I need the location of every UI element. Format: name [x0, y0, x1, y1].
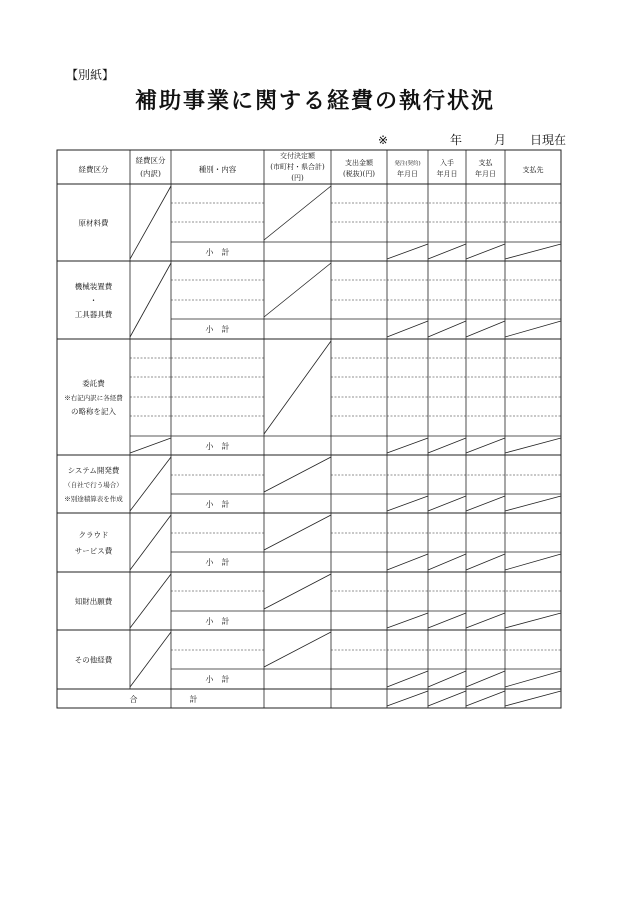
- subtotal-label: 小 計: [205, 248, 230, 257]
- header-receive: 入手: [440, 159, 454, 167]
- subtotal-slash: [387, 671, 428, 687]
- attachment-label: 【別紙】: [66, 68, 115, 82]
- subtotal-slash: [428, 244, 466, 259]
- subtotal-slash: [505, 496, 561, 511]
- subtotal-slash: [505, 554, 561, 570]
- as-of-month: 月: [493, 133, 506, 147]
- category-label: の略称を記入: [71, 407, 116, 416]
- category-label: ※右記内訳に各経費: [64, 394, 123, 402]
- header-order: 発注(契約): [394, 161, 421, 167]
- category-label: クラウド: [78, 530, 109, 540]
- subtotal-label: 小 計: [205, 325, 230, 334]
- header-category: 経費区分: [78, 165, 109, 174]
- subtotal-slash: [387, 496, 428, 511]
- grant-slash: [264, 457, 331, 492]
- category-label: 原材料費: [78, 218, 109, 228]
- breakdown-slash: [130, 263, 171, 337]
- header-breakdown-sub: (内訳): [140, 169, 161, 178]
- grant-slash: [264, 263, 331, 317]
- breakdown-slash: [130, 457, 171, 511]
- category-label: 知財出願費: [74, 597, 113, 606]
- category-label: サービス費: [74, 546, 113, 556]
- header-payee: 支払先: [522, 166, 544, 174]
- category-label: 工具器具費: [74, 310, 113, 319]
- header-expense-sub: (税抜)(円): [343, 170, 375, 178]
- subtotal-label: 小 計: [205, 442, 230, 451]
- subtotal-slash: [466, 321, 505, 337]
- header-expense: 支出金額: [345, 159, 373, 167]
- subtotal-slash: [466, 671, 505, 687]
- subtotal-slash: [505, 244, 561, 259]
- subtotal-slash: [428, 438, 466, 453]
- subtotal-slash: [428, 671, 466, 687]
- category-label: 委託費: [82, 379, 105, 388]
- subtotal-slash: [466, 438, 505, 453]
- subtotal-slash: [466, 613, 505, 628]
- category-label: ※別途積算表を作成: [64, 495, 123, 503]
- page-title: 補助事業に関する経費の執行状況: [134, 89, 495, 114]
- subtotal-slash: [387, 554, 428, 570]
- header-order-sub: 年月日: [397, 170, 418, 178]
- subtotal-slash: [505, 321, 561, 337]
- category-label: 機械装置費: [74, 282, 113, 291]
- category-label: （自社で行う場合）: [64, 481, 123, 489]
- as-of-mark: ※: [378, 133, 389, 147]
- subtotal-label: 小 計: [205, 617, 230, 626]
- subtotal-slash: [387, 438, 428, 453]
- grant-slash: [264, 632, 331, 667]
- header-breakdown: 経費区分: [135, 156, 166, 165]
- subtotal-label: 小 計: [205, 675, 230, 684]
- subtotal-slash: [428, 321, 466, 337]
- category-label: その他経費: [74, 655, 113, 665]
- subtotal-slash: [466, 554, 505, 570]
- category-label: システム開発費: [67, 466, 120, 475]
- as-of-year: 年: [449, 133, 462, 147]
- subtotal-slash: [387, 321, 428, 337]
- total-slash: [466, 691, 505, 706]
- category-label: ・: [89, 296, 98, 305]
- header-item: 種別・内容: [198, 165, 237, 174]
- subtotal-slash: [428, 554, 466, 570]
- total-slash: [387, 691, 428, 706]
- subtotal-slash: [505, 613, 561, 628]
- breakdown-slash: [130, 632, 171, 687]
- breakdown-slash: [130, 574, 171, 628]
- total-label: 合: [129, 695, 138, 704]
- grant-slash: [264, 186, 331, 240]
- subtotal-slash: [505, 671, 561, 687]
- header-grant-unit: (円): [291, 174, 304, 182]
- grant-slash: [264, 341, 331, 434]
- subtotal-slash: [428, 496, 466, 511]
- grant-slash: [264, 574, 331, 609]
- as-of-day: 日現在: [529, 133, 566, 147]
- subtotal-slash: [387, 244, 428, 259]
- subtotal-slash: [505, 438, 561, 453]
- total-slash: [505, 691, 561, 706]
- header-payment: 支払: [478, 159, 493, 167]
- subtotal-slash: [428, 613, 466, 628]
- breakdown-subtotal-slash: [130, 438, 171, 453]
- subtotal-slash: [466, 244, 505, 259]
- breakdown-slash: [130, 186, 171, 259]
- subtotal-slash: [387, 613, 428, 628]
- subtotal-label: 小 計: [205, 500, 230, 509]
- subtotal-slash: [466, 496, 505, 511]
- header-payment-sub: 年月日: [475, 170, 496, 178]
- total-slash: [428, 691, 466, 706]
- grant-slash: [264, 515, 331, 550]
- header-receive-sub: 年月日: [436, 170, 458, 178]
- header-grant-sub: (市町村・県合計): [270, 163, 325, 171]
- total-label: 計: [189, 695, 198, 704]
- subtotal-label: 小 計: [205, 558, 230, 567]
- breakdown-slash: [130, 515, 171, 570]
- header-grant: 交付決定額: [280, 152, 315, 160]
